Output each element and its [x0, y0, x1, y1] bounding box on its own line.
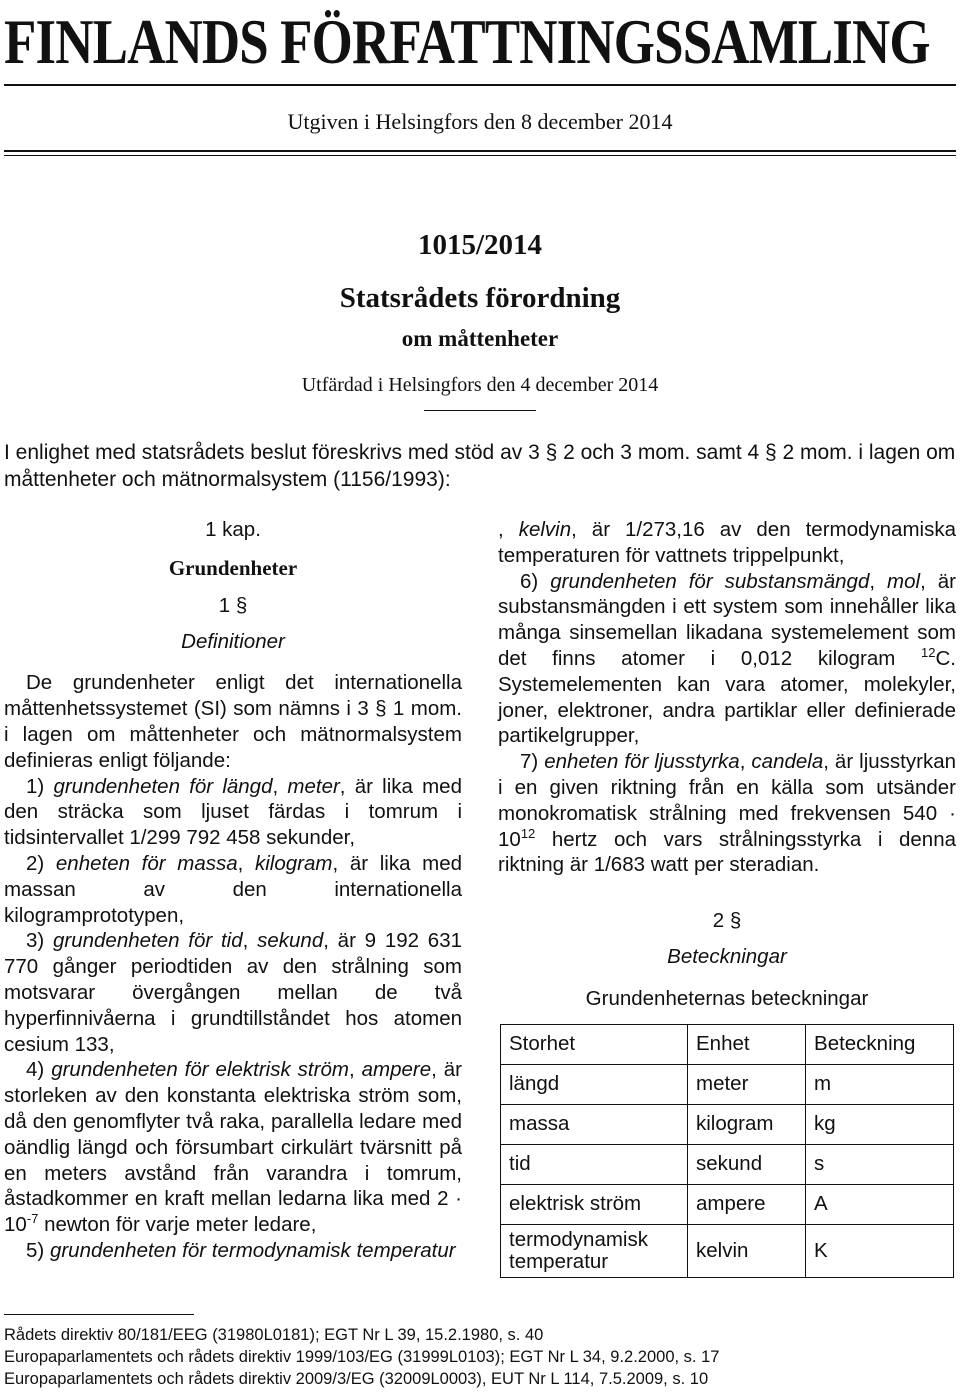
- section-1-intro: De grundenheter enligt det internationella måttenhetssystemet (SI) som nämns i 3 § 1 mom. i lagen om måttenheter och mätnormalsystem definieras enligt följande:: [4, 671, 462, 772]
- table-cell: massa: [501, 1104, 688, 1144]
- definition-item-7: 7) enheten för ljusstyrka, candela, är ljusstyrkan i en given riktning från en källa som utsänder monokromatisk strålning med frekvensen $540 \cdot 10^{12}$ hertz och vars strålningsstyrka i denna riktning är 1/683 watt per steradian.: [498, 750, 956, 877]
- left-column: [4, 517, 462, 1264]
- table-cell: termodynamisk temperatur: [501, 1224, 688, 1277]
- definition-item-5-start: 5) grundenheten för termodynamisk temperatur: [26, 1238, 456, 1262]
- table-cell: A: [806, 1184, 954, 1224]
- column-header: Beteckning: [806, 1024, 954, 1064]
- footnotes: [4, 1324, 956, 1390]
- column-header: Enhet: [688, 1024, 806, 1064]
- issued-date: Utfärdad i Helsingfors den 4 december 2014: [301, 374, 659, 396]
- footnote: Europaparlamentets och rådets direktiv 2009/3/EG (32009L0003), EUT Nr L 114, 7.5.2009, s. 10: [4, 1370, 709, 1388]
- table-row: [501, 1144, 954, 1184]
- footnote: Europaparlamentets och rådets direktiv 1999/103/EG (31999L0103); EGT Nr L 34, 9.2.2000, s. 17: [4, 1348, 720, 1366]
- table-cell: sekund: [688, 1144, 806, 1184]
- chapter-label: 1 kap.: [205, 518, 261, 541]
- definition-item-1: 1) grundenheten för längd, meter, är lika med den sträcka som ljuset färdas i tomrum i tidsintervallet 1/299 792 458 sekunder,: [4, 774, 462, 850]
- definition-item-3: 3) grundenheten för tid, sekund, är 9 192 631 770 gånger periodtiden av den strålning som motsvarar övergången mellan de två hyperfinnivåerna i grundtillståndet hos atomen cesium 133,: [4, 929, 462, 1056]
- units-table: [500, 1024, 954, 1278]
- preamble: I enlighet med statsrådets beslut föreskrivs med stöd av 3 § 2 och 3 mom. samt 4 § 2 mom. i lagen om måttenheter och mätnormalsystem (1156/1993):: [4, 441, 956, 491]
- masthead-title: FINLANDS FÖRFATTNINGSSAMLING: [4, 7, 930, 77]
- table-row: [501, 1064, 954, 1104]
- document-number: 1015/2014: [417, 229, 543, 261]
- section-1-label: 1 §: [218, 593, 248, 617]
- table-cell: s: [806, 1144, 954, 1184]
- definition-item-6: 6) grundenheten för substansmängd, mol, är substansmängden i ett system som innehåller lika många sinsemellan likadana systemelement som det finns atomer i 0,012 kilogram $^{12}$C. Systemelementen kan vara atomer, molekyler, joner, elektroner, andra partiklar eller definierade partikelgrupper,: [498, 569, 956, 748]
- table-row: [501, 1184, 954, 1224]
- table-caption: Grundenheternas beteckningar: [585, 986, 869, 1010]
- table-cell: kilogram: [688, 1104, 806, 1144]
- table-cell: tid: [501, 1144, 688, 1184]
- definition-item-5-cont: , kelvin, är 1/273,16 av den termodynamiska temperaturen för vattnets trippelpunkt,: [498, 518, 956, 567]
- footnote: Rådets direktiv 80/181/EEG (31980L0181); EGT Nr L 39, 15.2.1980, s. 40: [4, 1326, 544, 1344]
- masthead-rule: [4, 84, 956, 86]
- column-header: Storhet: [501, 1024, 688, 1064]
- table-cell: m: [806, 1064, 954, 1104]
- right-column: [498, 517, 956, 1278]
- table-cell: kelvin: [688, 1224, 806, 1277]
- section-1-title: Definitioner: [181, 629, 285, 653]
- footnote-rule: [4, 1314, 194, 1315]
- chapter-title: Grundenheter: [168, 555, 298, 580]
- section-2-label: 2 §: [712, 909, 742, 933]
- publication-date: Utgiven i Helsingfors den 8 december 2014: [287, 109, 673, 134]
- masthead-double-rule-top: [4, 150, 956, 152]
- table-cell: ampere: [688, 1184, 806, 1224]
- separator-rule: [424, 410, 536, 411]
- document-type: Statsrådets förordning: [339, 282, 621, 314]
- definition-item-2: 2) enheten för massa, kilogram, är lika med massan av den internationella kilogramprototypen,: [4, 851, 463, 927]
- table-cell: elektrisk ström: [501, 1184, 688, 1224]
- table-cell: kg: [806, 1104, 954, 1144]
- document-subject: om måttenheter: [401, 326, 559, 351]
- table-cell: meter: [688, 1064, 806, 1104]
- table-cell: K: [806, 1224, 954, 1277]
- table-row: [501, 1104, 954, 1144]
- table-header-row: [501, 1024, 954, 1064]
- table-cell: längd: [501, 1064, 688, 1104]
- definition-item-4: 4) grundenheten för elektrisk ström, ampere, är storleken av den konstanta elektriska ström som, då den genomflyter två raka, parallella ledare med oändlig längd och försumbart cirkulärt tvärsnitt på en meters avstånd från varandra i tomrum, åstadkommer en kraft mellan ledarna lika med $2 \cdot 10^{-7}$ newton för varje meter ledare,: [4, 1058, 462, 1237]
- section-2-title: Beteckningar: [667, 944, 787, 968]
- masthead-double-rule-bottom: [4, 155, 956, 156]
- table-row: [501, 1224, 954, 1277]
